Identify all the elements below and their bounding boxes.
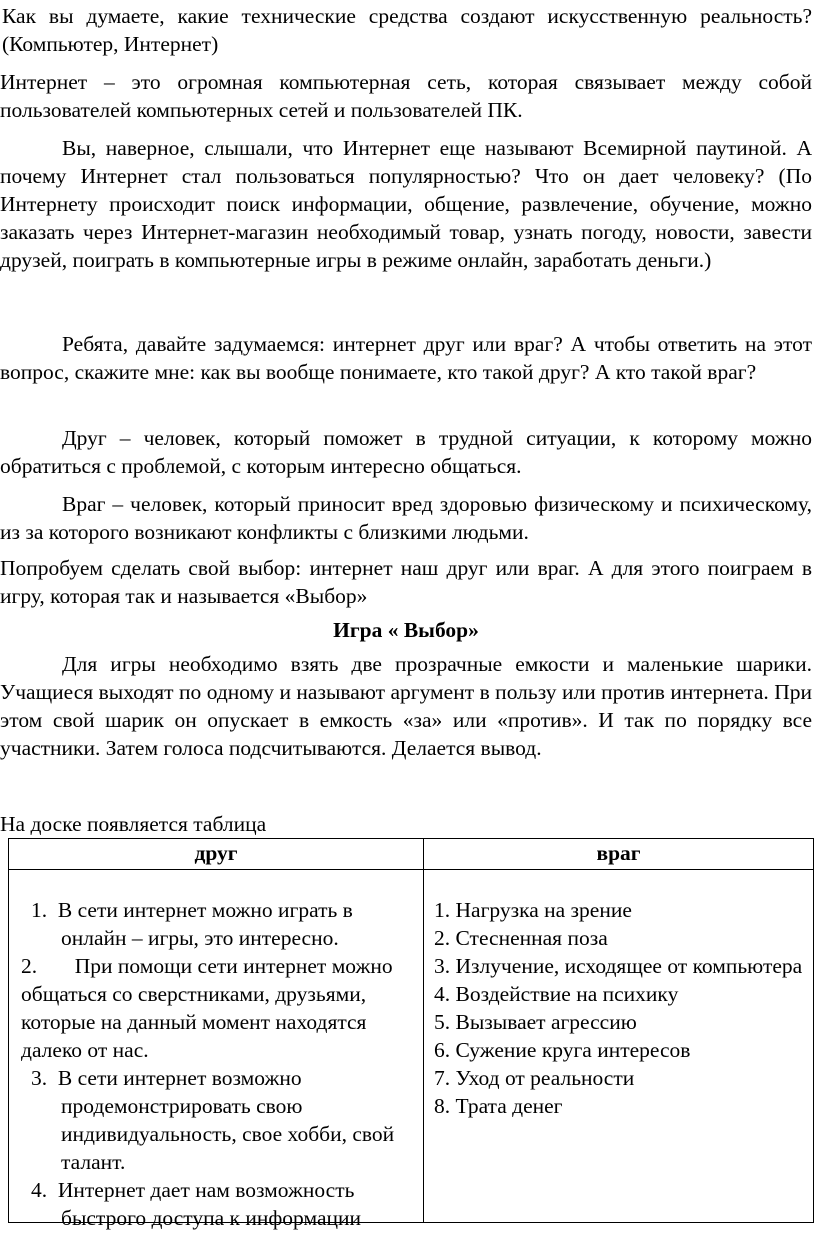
header-enemy: враг <box>424 839 814 870</box>
list-item: 1. В сети интернет можно играть в онлайн – игры, это интересно. <box>31 898 353 950</box>
game-title: Игра « Выбор» <box>333 618 479 642</box>
list-item: 4. Воздействие на психику <box>434 982 679 1006</box>
list-item: 6. Сужение круга интересов <box>434 1038 691 1062</box>
list-item: 5. Вызывает агрессию <box>434 1010 637 1034</box>
game-rules-paragraph: Для игры необходимо взять две прозрачные емкости и маленькие шарики. Учащиеся выходят по одному и называют аргумент в пользу или против интернета. При этом свой шарик он опускает в емкость «за» или «против». И так по порядку все участники. Затем голоса подсчитываются. Делается вывод. <box>0 652 812 760</box>
list-item: 4. Интернет дает нам возможность быстрого доступа к информации <box>31 1178 362 1230</box>
enemy-definition-paragraph: Враг – человек, который приносит вред здоровью физическому и психическому, из за которого возникают конфликты с близкими людьми. <box>0 492 812 544</box>
question-paragraph: Как вы думаете, какие технические средства создают искусственную реальность? (Компьютер, Интернет) <box>2 4 812 56</box>
enemy-column <box>424 870 814 1223</box>
list-item: 2. Стесненная поза <box>434 926 608 950</box>
internet-definition-paragraph: Интернет – это огромная компьютерная сеть, которая связывает между собой пользователей компьютерных сетей и пользователей ПК. <box>0 70 812 122</box>
list-item: 3. В сети интернет возможно продемонстрировать свою индивидуальность, свое хобби, свой талант. <box>31 1066 395 1174</box>
table-intro: На доске появляется таблица <box>0 812 267 836</box>
choice-paragraph: Попробуем сделать свой выбор: интернет наш друг или враг. А для этого поиграем в игру, которая так и называется «Выбор» <box>0 556 812 608</box>
list-item: 3. Излучение, исходящее от компьютера <box>434 954 803 978</box>
friend-definition-paragraph: Друг – человек, который поможет в трудной ситуации, к которому можно обратиться с проблемой, с которым интересно общаться. <box>0 426 812 478</box>
list-item: 8. Трата денег <box>434 1094 563 1118</box>
list-item: 2. При помощи сети интернет можно общаться со сверстниками, друзьями, которые на данный момент находятся далеко от нас. <box>21 954 393 1062</box>
friend-or-enemy-paragraph: Ребята, давайте задумаемся: интернет друг или враг? А чтобы ответить на этот вопрос, скажите мне: как вы вообще понимаете, кто такой друг? А кто такой враг? <box>0 332 812 384</box>
list-item: 7. Уход от реальности <box>434 1066 635 1090</box>
friend-column <box>9 870 424 1230</box>
table-row <box>9 870 814 1223</box>
friend-enemy-table <box>8 838 814 1230</box>
header-friend: друг <box>9 839 424 870</box>
table-header-row <box>9 839 814 870</box>
list-item: 1. Нагрузка на зрение <box>434 898 632 922</box>
world-wide-web-paragraph: Вы, наверное, слышали, что Интернет еще называют Всемирной паутиной. А почему Интернет стал пользоваться популярностью? Что он дает человеку? (По Интернету происходит поиск информации, общение, развлечение, обучение, можно заказать через Интернет-магазин необходимый товар, узнать погоду, новости, завести друзей, поиграть в компьютерные игры в режиме онлайн, заработать деньги.) <box>0 136 812 272</box>
